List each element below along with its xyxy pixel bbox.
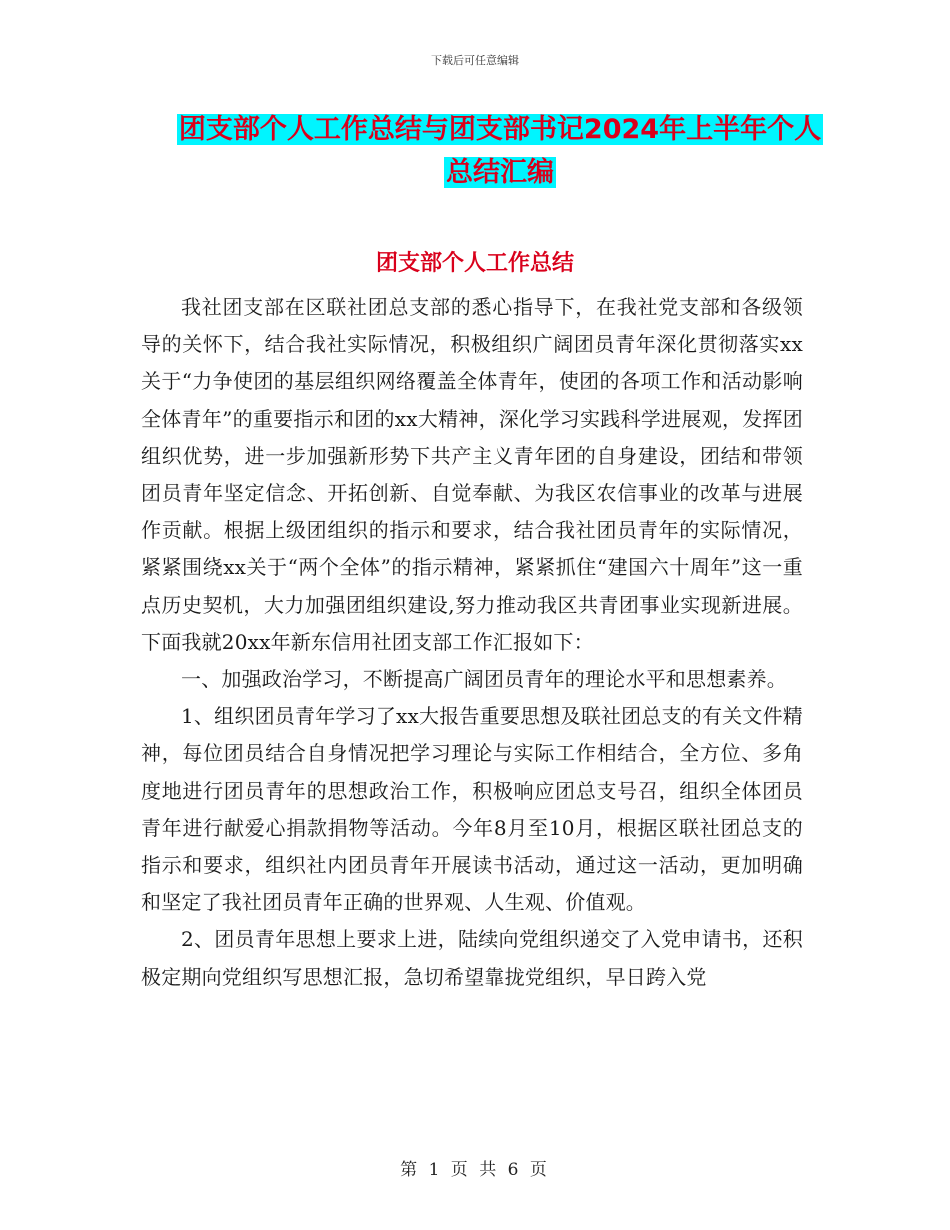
page-header-note: 下载后可任意编辑 [431, 54, 519, 67]
section-title: 团支部个人工作总结 [375, 251, 574, 276]
document-title [120, 108, 880, 194]
body-text [141, 289, 803, 996]
paragraph-2: 一、加强政治学习，不断提高广阔团员青年的理论水平和思想素养。 [181, 667, 787, 692]
paragraph-1: 我社团支部在区联社团总支部的悉心指导下，在我社党支部和各级领导的关怀下，结合我社实际情况，积极组织广阔团员青年深化贯彻落实xx关于“力争使团的基层组织网络覆盖全体青年，使团的各项工作和活动影响全体青年”的重要指示和团的xx大精神，深化学习实践科学进展观，发挥团组织优势，进一步加强新形势下共产主义青年团的自身建设，团结和带领团员青年坚定信念、开拓创新、自觉奉献、为我区农信事业的改革与进展作贡献。根据上级团组织的指示和要求，结合我社团员青年的实际情况，紧紧围绕xx关于“两个全体”的指示精神，紧紧抓住“建国六十周年”这一重点历史契机，大力加强团组织建设,努力推动我区共青团事业实现新进展。下面我就20xx年新东信用社团支部工作汇报如下： [141, 295, 803, 654]
paragraph-3: 1、组织团员青年学习了xx大报告重要思想及联社团总支的有关文件精神，每位团员结合自身情况把学习理论与实际工作相结合，全方位、多角度地进行团员青年的思想政治工作，积极响应团总支号召，组织全体团员青年进行献爱心捐款捐物等活动。今年8月至10月，根据区联社团总支的指示和要求，组织社内团员青年开展读书活动，通过这一活动，更加明确和坚定了我社团员青年正确的世界观、人生观、价值观。 [141, 704, 803, 915]
document-title-line-1: 团支部个人工作总结与团支部书记2024年上半年个人 [178, 114, 822, 145]
page-number-footer: 第 1 页 共 6 页 [400, 1160, 550, 1180]
document-title-line-2: 总结汇编 [446, 157, 554, 188]
paragraph-4: 2、团员青年思想上要求上进，陆续向党组织递交了入党申请书，还积极定期向党组织写思想汇报，急切希望靠拢党组织，早日跨入党 [141, 927, 803, 989]
